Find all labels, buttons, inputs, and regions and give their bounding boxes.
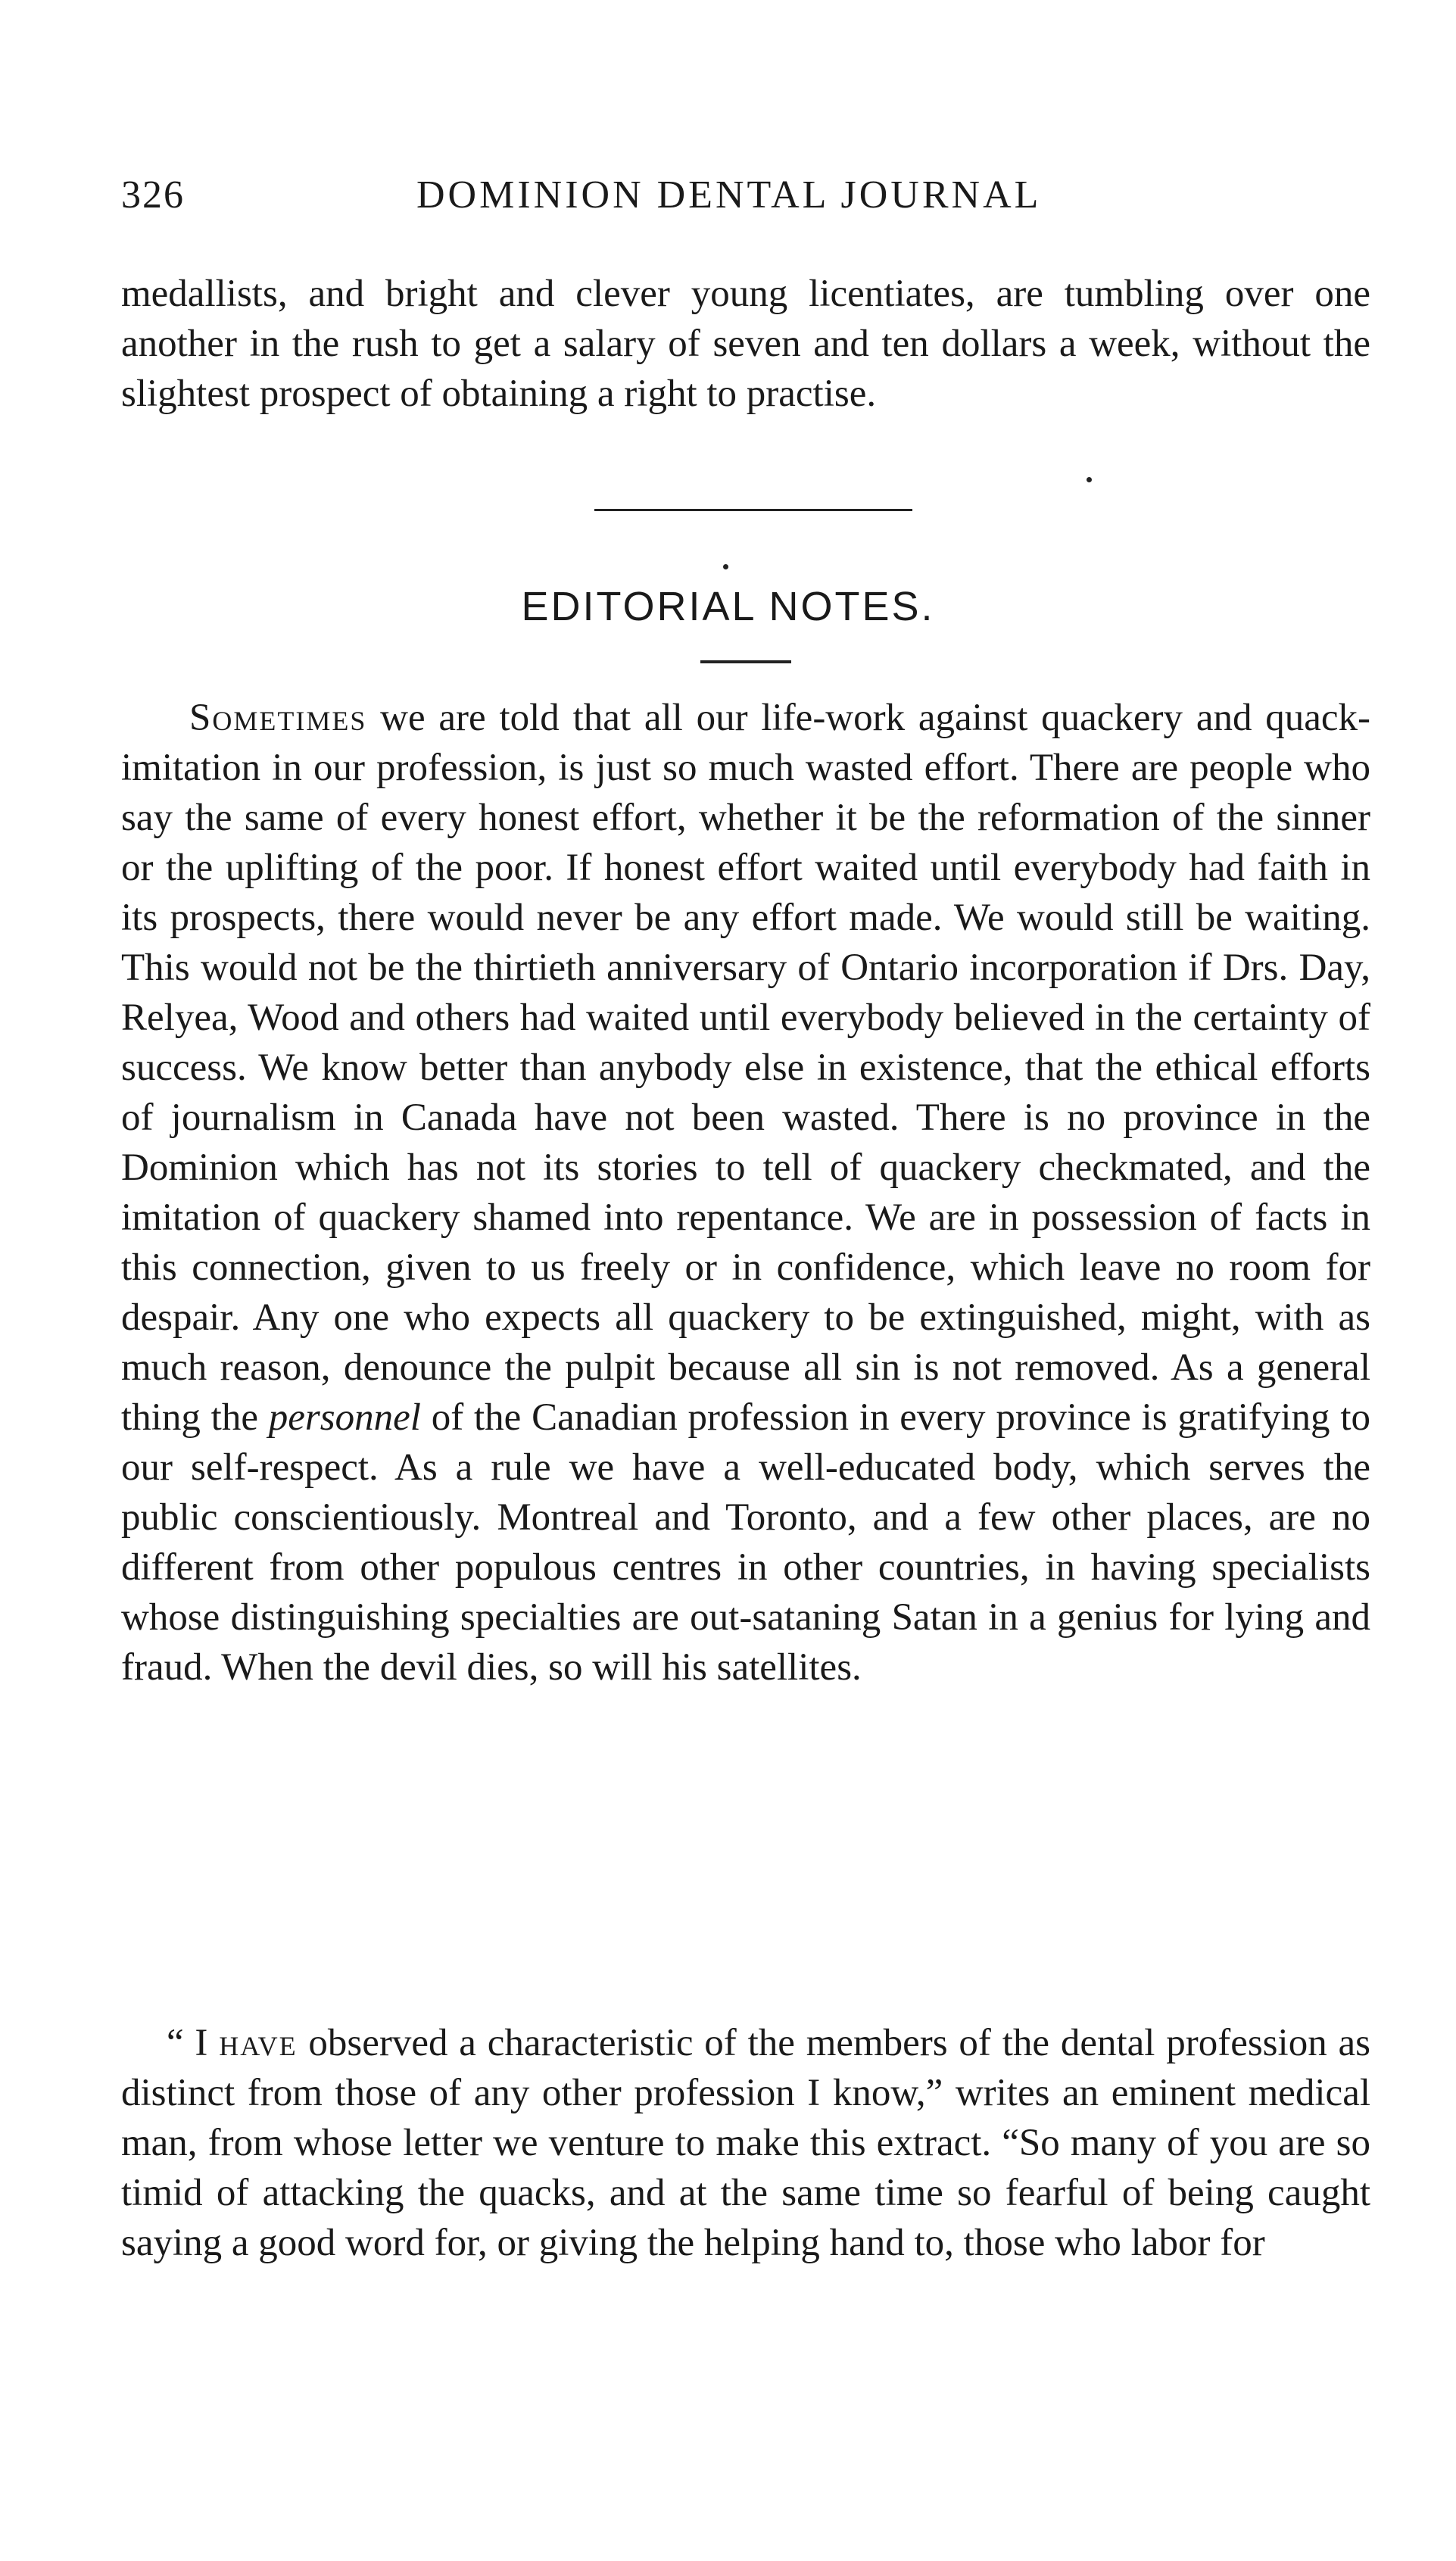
- stray-dot-mark: [723, 564, 728, 569]
- editorial-paragraph-1: [121, 693, 1370, 1692]
- continued-paragraph: medallists, and bright and clever young licentiates, are tumbling over one another in the rush to get a salary of seven and ten dollars a week, without the slightest prospect of obtaining a right to practise.: [121, 273, 1370, 415]
- page-number: 326: [121, 173, 185, 217]
- editorial-paragraph-2: [121, 2018, 1370, 2268]
- section-divider-rule: [594, 509, 912, 511]
- paragraph-text: we are told that all our life-work against quackery and quack-imitation in our profession, is just so much wasted effort. There are people who say the same of every honest effort, whether it be the reformation of the sinner or the uplifting of the poor. If honest effort waited until everybody had faith in its prospects, there would never be any effort made. We would still be waiting. This would not be the thirtieth anniversary of Ontario incorporation if Drs. Day, Relyea, Wood and others had waited until everybody believed in the certainty of success. We know better than anybody else in existence, that the ethical efforts of journalism in Canada have not been wasted. There is no province in the Dominion which has not its stories to tell of quackery checkmated, and the imitation of quackery shamed into repentance. We are in possession of facts in this connection, given to us freely or in confidence, which leave no room for despair. Any one who expects all quackery to be extinguished, might, with as much reason, denounce the pulpit because all sin is not removed. As a general thing the: [121, 697, 1370, 1439]
- paragraph-lead-word: have: [219, 2022, 298, 2064]
- paragraph-text: of the Canadian profession in every province is gratifying to our self-respect. As a rule we have a well-educated body, which serves the public conscientiously. Montreal and Toronto, and a few other places, are no different from other populous centres in other countries, in having specialists whose distinguishing specialties are out-sataning Satan in a genius for lying and fraud. When the devil dies, so will his satellites.: [121, 1396, 1370, 1689]
- italic-term: personnel: [268, 1396, 421, 1439]
- paragraph-lead-word: Sometimes: [189, 697, 367, 739]
- paragraph-text: observed a characteristic of the members of the dental profession as distinct from those of any other profession I know,” writes an eminent medical man, from whose letter we venture to make this extract. “So many of you are so timid of attacking the quacks, and at the same time so fearful of being caught saying a good word for, or giving the helping hand to, those who labor for: [121, 2022, 1370, 2264]
- journal-title: DOMINION DENTAL JOURNAL: [416, 173, 1042, 217]
- heading-underline-rule: [700, 660, 791, 663]
- running-head: [121, 173, 1393, 226]
- stray-dot-mark: [1087, 477, 1092, 482]
- section-heading: EDITORIAL NOTES.: [521, 584, 935, 629]
- opening-quote: “ I: [167, 2022, 220, 2064]
